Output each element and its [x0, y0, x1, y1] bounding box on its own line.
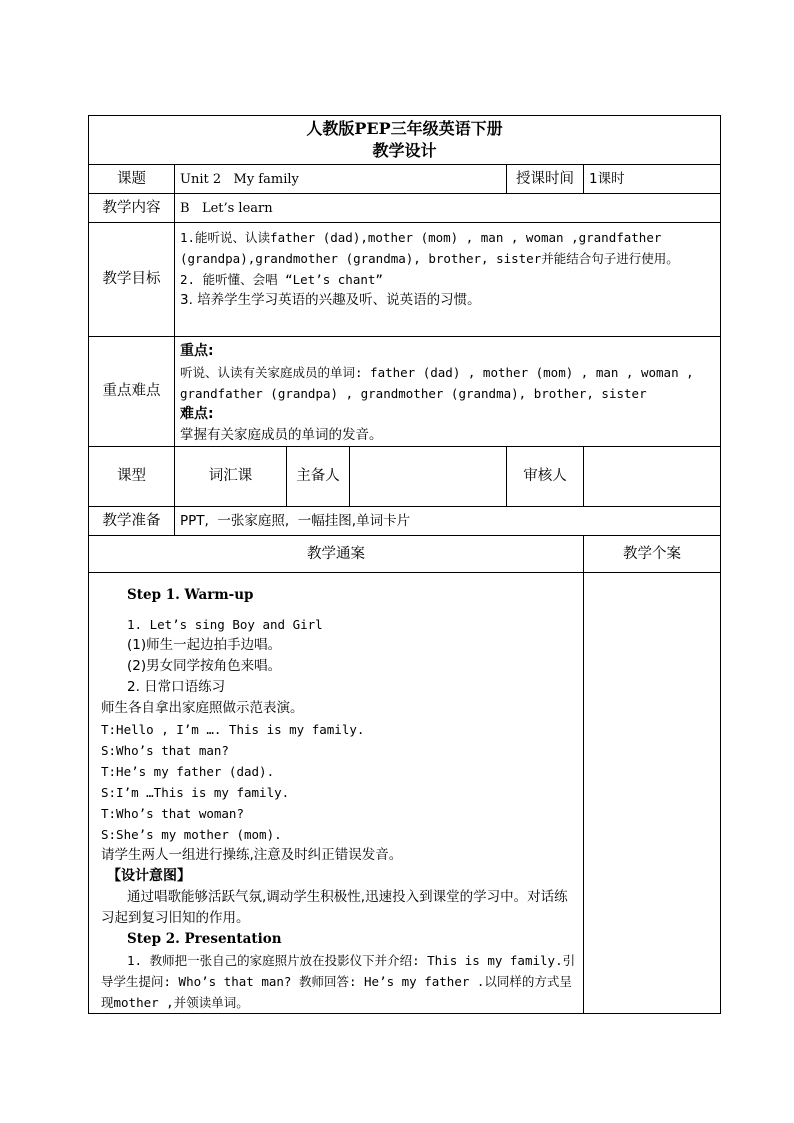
preparer-label: 主备人	[287, 447, 350, 507]
goals-label: 教学目标	[89, 223, 175, 337]
difficulty-text: 掌握有关家庭成员的单词的发音。	[180, 427, 383, 443]
common-plan-body	[89, 573, 584, 1014]
plan-line: S:I’m …This is my family.	[101, 785, 290, 800]
prep-value: PPT, 一张家庭照, 一幅挂图,单词卡片	[175, 507, 721, 536]
step-1-title: Step 1. Warm-up	[127, 587, 254, 603]
topic-value: Unit 2 My family	[175, 165, 507, 194]
plan-line: 请学生两人一组进行操练,注意及时纠正错误发音。	[101, 847, 403, 863]
time-value: 1课时	[584, 165, 721, 194]
difficulty-heading: 难点:	[180, 406, 214, 422]
key-label: 重点难点	[89, 337, 175, 447]
common-plan-header: 教学通案	[89, 536, 584, 573]
lesson-plan-table	[88, 115, 721, 1014]
reviewer-label: 审核人	[507, 447, 584, 507]
goal-1: 1.能听说、认读father (dad),mother (mom) , man , woman ,grandfather (grandpa),grandmother (grandma), brother, sister并能结合句子进行使用。	[180, 230, 679, 266]
document-title	[89, 116, 721, 165]
prep-label: 教学准备	[89, 507, 175, 536]
plan-line: S:Who’s that man?	[101, 743, 229, 758]
plan-line: T:He’s my father (dad).	[101, 764, 275, 779]
plan-line: T:Hello , I’m …. This is my family.	[101, 722, 365, 737]
step-2-title: Step 2. Presentation	[127, 931, 282, 947]
title-line-2: 教学设计	[372, 141, 437, 160]
reviewer-value	[584, 447, 721, 507]
topic-label: 课题	[89, 165, 175, 194]
plan-line: 1. Let’s sing Boy and Girl	[127, 617, 323, 632]
goal-2: 2. 能听懂、会唱 “Let’s chant”	[180, 272, 383, 287]
plan-line: S:She’s my mother (mom).	[101, 827, 282, 842]
title-line-1: 人教版PEP三年级英语下册	[306, 119, 503, 138]
time-label: 授课时间	[507, 165, 584, 194]
content-label: 教学内容	[89, 194, 175, 223]
preparer-value	[350, 447, 507, 507]
plan-line: (2)男女同学按角色来唱。	[127, 658, 282, 674]
step-2-text: 1. 教师把一张自己的家庭照片放在投影仪下并介绍: This is my family.引导学生提问: Who’s that man? 教师回答: He’s my father .以同样的方式呈现mother ,并领读单词。	[101, 953, 576, 1010]
key-text: 听说、认读有关家庭成员的单词: father (dad) , mother (mom) , man , woman , grandfather (grandpa) , grandmother (grandma), brother, sister	[180, 365, 694, 401]
design-intent-title: 【设计意图】	[107, 868, 191, 884]
individual-plan-body	[584, 573, 721, 1014]
plan-line: (1)师生一起边拍手边唱。	[127, 637, 282, 653]
plan-line: 师生各自拿出家庭照做示范表演。	[101, 700, 304, 716]
plan-line: 2. 日常口语练习	[127, 679, 226, 695]
individual-plan-header: 教学个案	[584, 536, 721, 573]
plan-line: T:Who’s that woman?	[101, 806, 244, 821]
type-label: 课型	[89, 447, 175, 507]
goal-3: 3. 培养学生学习英语的兴趣及听、说英语的习惯。	[180, 292, 481, 308]
content-value: B Let’s learn	[175, 194, 721, 223]
design-intent-text: 通过唱歌能够活跃气氛,调动学生积极性,迅速投入到课堂的学习中。对话练习起到复习旧知的作用。	[101, 889, 568, 926]
key-heading: 重点:	[180, 343, 214, 359]
type-value: 词汇课	[175, 447, 287, 507]
goals-cell	[175, 223, 721, 337]
key-cell	[175, 337, 721, 447]
